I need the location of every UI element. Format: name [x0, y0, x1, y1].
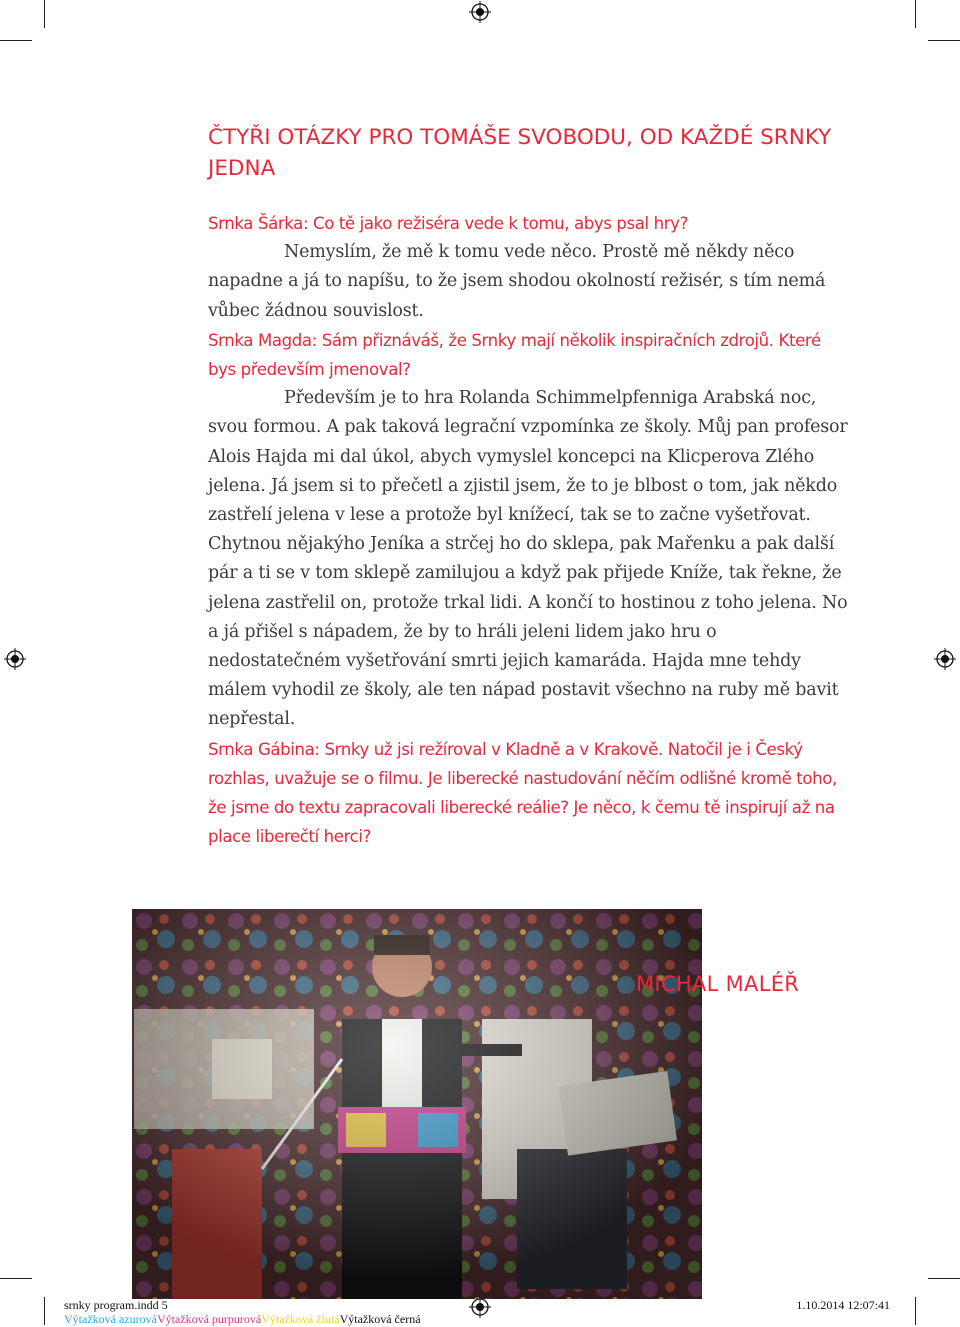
- plate-black: Výtažková černá: [339, 1312, 421, 1326]
- question-gabina: Srnka Gábina: Srnky už jsi režíroval v Kladně a v Krakově. Natočil je i Český rozhlas, uvažuje se o filmu. Je liberecké nastudování něčím odlišné kromě toho, že jsme do textu zapracovali liberecké reálie? Je něco, k čemu tě inspirují až na place liberečtí herci?: [208, 739, 837, 847]
- crop-mark: [44, 0, 45, 28]
- crop-mark: [915, 1297, 916, 1325]
- crop-mark: [0, 40, 32, 41]
- plate-magenta: Výtažková purpurová: [156, 1312, 262, 1326]
- registration-mark-icon: [469, 1296, 491, 1318]
- crop-mark: [44, 1297, 45, 1325]
- crop-mark: [915, 0, 916, 28]
- crop-mark: [928, 40, 960, 41]
- plate-cyan: Výtažková azurová: [64, 1312, 157, 1326]
- article-heading: ČTYŘI OTÁZKY PRO TOMÁŠE SVOBODU, OD KAŽDÉ SRNKY JEDNA: [208, 125, 832, 181]
- question-magda: Srnka Magda: Sám přiznáváš, že Srnky mají několik inspiračních zdrojů. Které bys především jmenoval?: [208, 330, 821, 380]
- slug-datetime: 1.10.2014 12:07:41: [796, 1298, 890, 1312]
- registration-mark-icon: [469, 1, 491, 23]
- slug-filename: srnky program.indd 5: [64, 1298, 168, 1312]
- stage-photo-illustration: [132, 909, 702, 1299]
- question-sarka: Srnka Šárka: Co tě jako režiséra vede k tomu, abys psal hry?: [208, 214, 689, 233]
- article-body: [208, 209, 848, 851]
- registration-mark-icon: [4, 648, 26, 670]
- stage-photo: [132, 909, 702, 1299]
- plate-yellow: Výtažková žlutá: [261, 1312, 340, 1326]
- photo-caption: MICHAL MALÉŘ: [636, 972, 800, 996]
- answer-1: Nemyslím, že mě k tomu vede něco. Prostě mě někdy něco napadne a já to napíšu, to že jsem shodou okolností režisér, s tím nemá vůbec žádnou souvislost.: [208, 242, 826, 321]
- crop-mark: [0, 1278, 32, 1279]
- registration-mark-icon: [934, 648, 956, 670]
- crop-mark: [928, 1278, 960, 1279]
- answer-2: Především je to hra Rolanda Schimmelpfenniga Arabská noc, svou formou. A pak taková legrační vzpomínka ze školy. Můj pan profesor Alois Hajda mi dal úkol, abych vymyslel koncepci na Klicperova Zlého jelena. Já jsem si to přečetl a zjistil jsem, že to je blbost o tom, jak někdo zastřelí jelena v lese a protože byl knížecí, tak se to začne vyšetřovat. Chytnou nějakýho Jeníka a strčej ho do sklepa, pak Mařenku a pak další pár a ti se v tom sklepě zamilujou a když pak přijede Kníže, tak řekne, že jelena zastřelil on, protože trkal lidi. A končí to hostinou z toho jelena. No a já přišel s nápadem, že by to hráli jeleni lidem jako hru o nedostatečném vyšetřování smrti jejich kamaráda. Hajda mne tehdy málem vyhodil ze školy, ale ten nápad postavit všechno na ruby mě bavit nepřestal.: [208, 388, 848, 730]
